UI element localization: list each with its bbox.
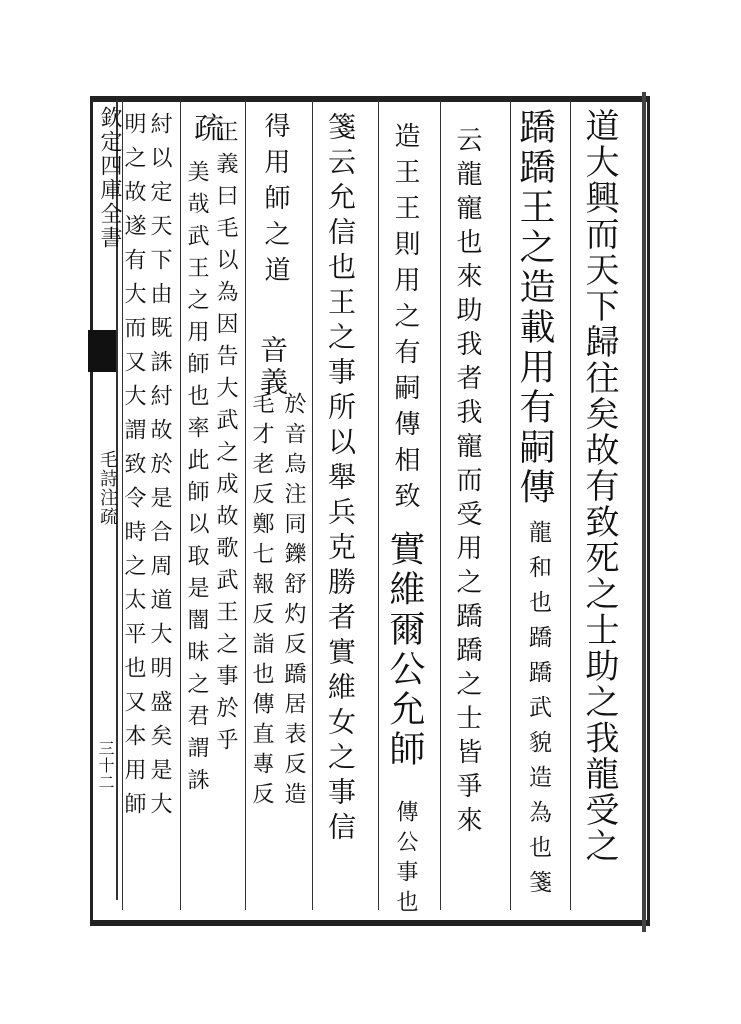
text-column-1: 道大興而天下歸往矣故有致死之士助之我龍受之	[579, 108, 619, 864]
column-divider	[570, 100, 571, 910]
text-column-8: 紂以定天下由既誅紂故於是合周道大明盛矣是大	[147, 112, 172, 826]
text-column-3: 云龍寵也來助我者我寵而受用之蹻蹻之士皆爭來	[452, 126, 482, 840]
text-column-5: 箋云允信也王之事所以舉兵克勝者實維女之事信	[324, 112, 357, 847]
column-divider	[440, 100, 441, 910]
text-column-9: 明之故遂有大而又大謂致令時之太平也又本用師	[121, 112, 146, 826]
page-right-edge	[642, 92, 646, 932]
text-column-4-main: 實維爾公允師	[384, 530, 425, 770]
column-divider	[378, 100, 379, 910]
text-column-7-note-a: 正義曰毛以為因告大武之成故歌武王之事於乎	[213, 120, 238, 760]
spine-book-title: 毛詩注疏	[97, 450, 118, 526]
fold-mark	[88, 330, 116, 372]
text-column-6-annotation-a: 於音烏注同鑠舒灼反蹻居表反造	[281, 392, 306, 812]
text-column-2-note: 龍和也蹻蹻武貌造為也箋	[525, 520, 551, 905]
column-divider	[245, 100, 246, 910]
page-frame	[90, 96, 650, 926]
spine-page-number: 三十二	[96, 740, 115, 791]
text-column-4-gloss: 傳公事也	[393, 800, 418, 920]
text-column-6-lead: 得用師之道	[260, 112, 290, 292]
spine-collection-title: 欽定四庫全書	[97, 106, 122, 250]
text-column-2-main: 蹻蹻王之造載用有嗣傳	[514, 108, 555, 508]
column-divider	[180, 100, 181, 910]
text-column-6-annotation-b: 毛才老反鄭七報反詣也傳直專反	[249, 392, 274, 812]
text-column-6-label: 音義	[256, 335, 289, 399]
text-column-4-note: 造王王則用之有嗣傳相致	[390, 122, 420, 518]
text-column-7-note-b: 美哉武王之用師也率此師以取是闇昧之君謂誅	[184, 160, 209, 800]
shu-marker: 疏	[188, 112, 223, 144]
column-divider	[312, 100, 313, 910]
column-divider	[510, 100, 511, 910]
